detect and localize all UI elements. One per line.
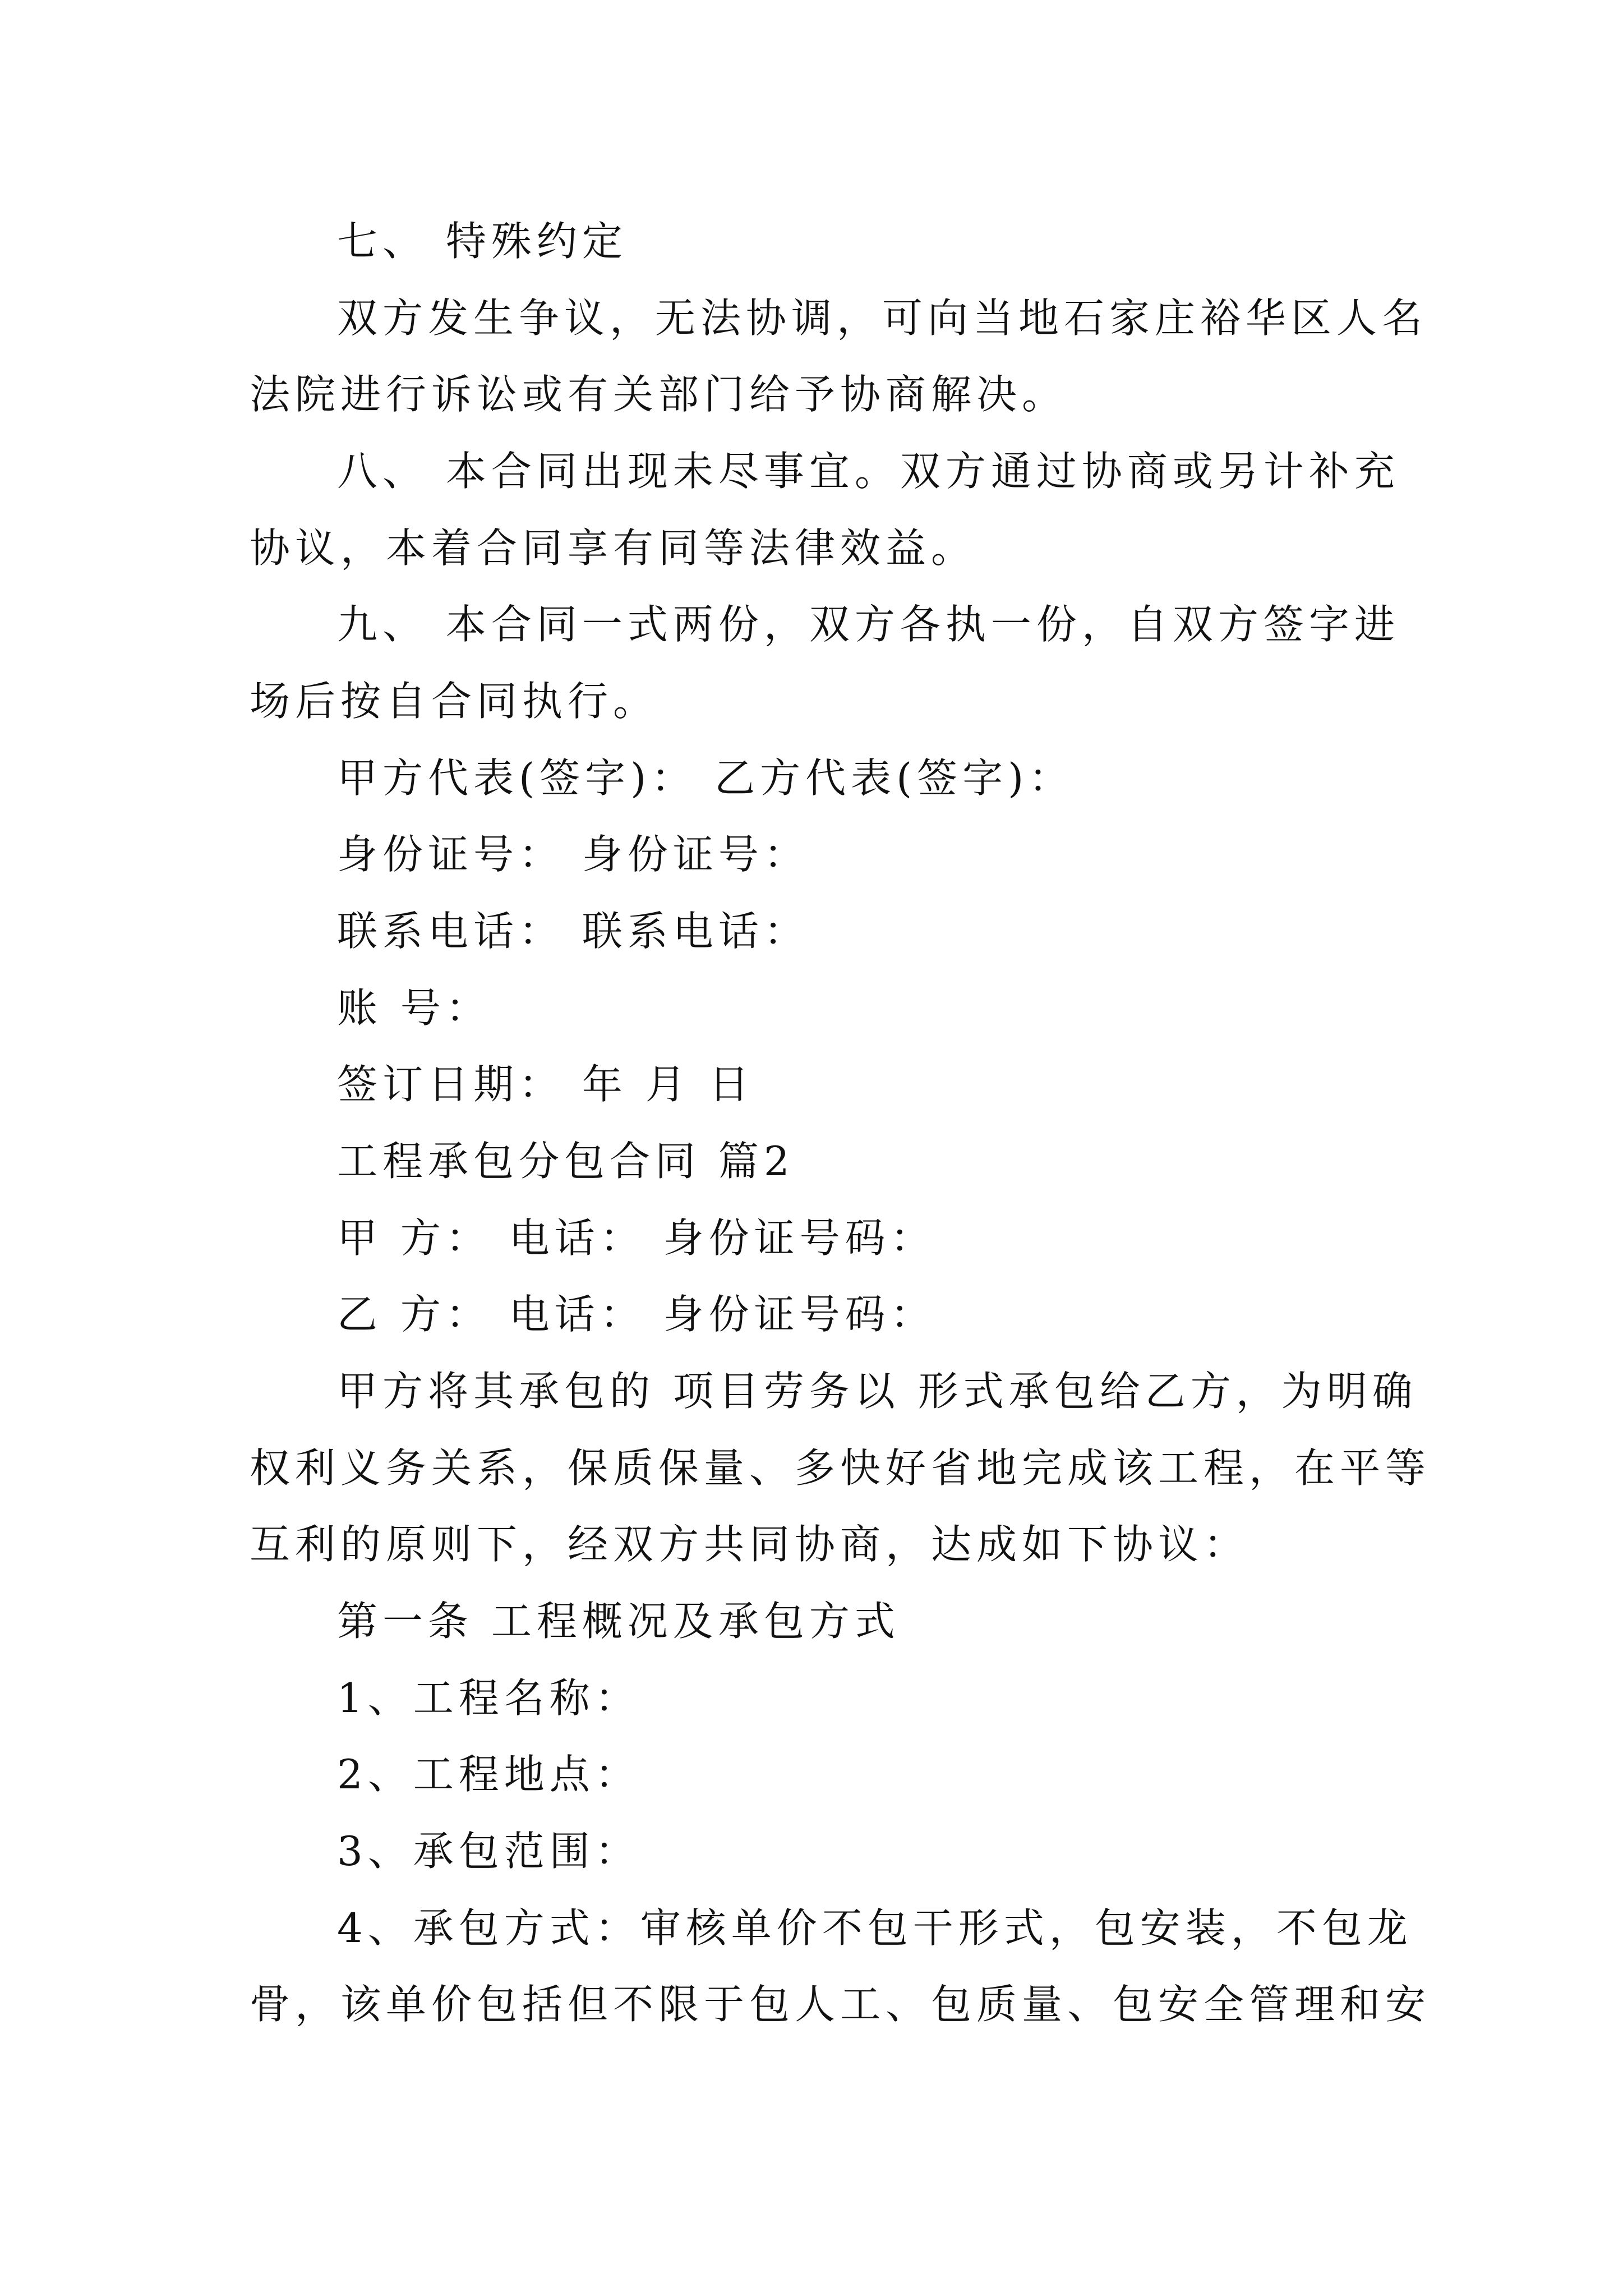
party-a-line: 甲 方： 电话： 身份证号码：: [337, 1214, 936, 1262]
list-item: 4、承包方式：审核单价不包干形式，包安装，不包龙: [337, 1904, 1413, 1952]
list-item: 2、工程地点：: [337, 1751, 640, 1798]
paragraph-line: 法院进行诉讼或有关部门给予协商解决。: [250, 371, 1068, 418]
contract-title: 工程承包分包合同 篇2: [337, 1138, 795, 1185]
signature-representative-line: 甲方代表(签字)： 乙方代表(签字)：: [337, 754, 1075, 802]
paragraph-line: 甲方将其承包的 项目劳务以 形式承包给乙方，为明确: [337, 1368, 1418, 1415]
paragraph-line: 权利义务关系，保质保量、多快好省地完成该工程，在平等: [250, 1444, 1431, 1492]
party-b-line: 乙 方： 电话： 身份证号码：: [337, 1291, 936, 1338]
article-heading-1: 第一条 工程概况及承包方式: [337, 1598, 900, 1645]
paragraph-line: 九、 本合同一式两份，双方各执一份，自双方签字进: [337, 601, 1400, 648]
paragraph-line: 场后按自合同执行。: [250, 678, 659, 725]
paragraph-line: 八、 本合同出现未尽事宜。双方通过协商或另计补充: [337, 448, 1400, 495]
paragraph-line: 互利的原则下，经双方共同协商，达成如下协议：: [250, 1521, 1249, 1568]
signing-date-line: 签订日期： 年 月 日: [337, 1061, 754, 1108]
phone-line: 联系电话： 联系电话：: [337, 908, 809, 955]
account-line: 账 号：: [337, 984, 491, 1032]
section-heading-7: 七、 特殊约定: [337, 218, 628, 265]
id-number-line: 身份证号： 身份证号：: [337, 831, 809, 878]
paragraph-line: 双方发生争议，无法协调，可向当地石家庄裕华区人名: [337, 295, 1428, 342]
list-item: 3、承包范围：: [337, 1828, 640, 1875]
paragraph-line: 骨，该单价包括但不限于包人工、包质量、包安全管理和安: [250, 1981, 1431, 2028]
paragraph-line: 协议，本着合同享有同等法律效益。: [250, 524, 977, 572]
list-item: 1、工程名称：: [337, 1674, 640, 1722]
